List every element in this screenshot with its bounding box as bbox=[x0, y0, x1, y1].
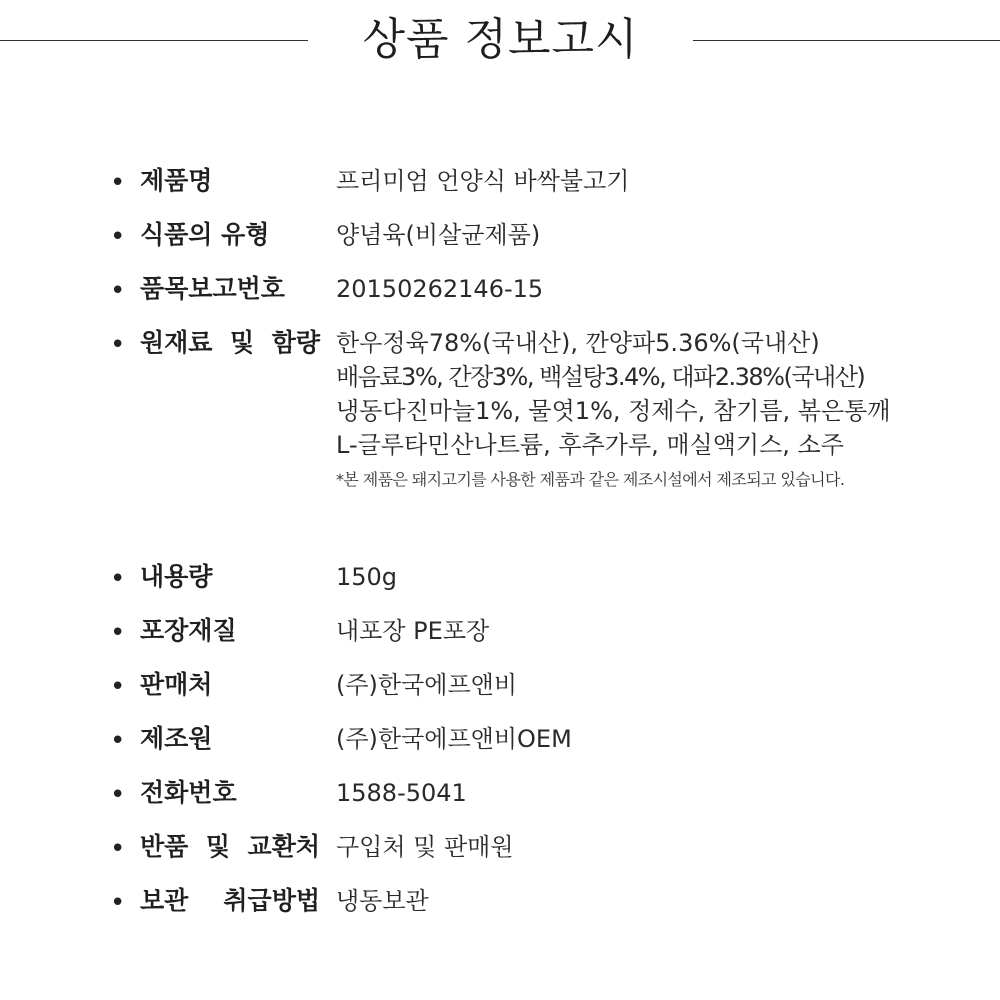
bullet-icon: • bbox=[110, 276, 126, 306]
info-label: 내용량 bbox=[140, 562, 213, 591]
bullet-icon: • bbox=[110, 564, 126, 594]
ingredients-line: 배음료3%, 간장3%, 백설탕3.4%, 대파2.38%(국내산) bbox=[336, 363, 865, 391]
bullet-icon: • bbox=[110, 168, 126, 198]
info-label: 제품명 bbox=[140, 166, 213, 195]
info-label: 식품의 유형 bbox=[140, 220, 270, 249]
bullet-icon: • bbox=[110, 222, 126, 252]
info-value: (주)한국에프앤비OEM bbox=[336, 725, 572, 753]
allergen-note: *본 제품은 돼지고기를 사용한 제품과 같은 제조시설에서 제조되고 있습니다. bbox=[336, 470, 845, 489]
info-value: 프리미엄 언양식 바싹불고기 bbox=[336, 167, 630, 195]
info-label: 제조원 bbox=[140, 724, 213, 753]
info-label: 판매처 bbox=[140, 670, 213, 699]
info-label: 보관 취급방법 bbox=[140, 886, 320, 915]
page-title: 상품 정보고시 bbox=[362, 14, 639, 65]
ingredients-line: 한우정육78%(국내산), 깐양파5.36%(국내산) bbox=[336, 329, 820, 357]
bullet-icon: • bbox=[110, 672, 126, 702]
bullet-icon: • bbox=[110, 834, 126, 864]
info-value: 1588-5041 bbox=[336, 779, 467, 807]
info-label: 포장재질 bbox=[140, 616, 237, 645]
info-value: 150g bbox=[336, 563, 398, 591]
info-label: 원재료 및 함량 bbox=[140, 328, 320, 357]
bullet-icon: • bbox=[110, 618, 126, 648]
info-value-ingredients bbox=[336, 328, 976, 490]
bullet-icon: • bbox=[110, 330, 126, 360]
info-label: 전화번호 bbox=[140, 778, 237, 807]
header bbox=[0, 0, 1000, 80]
info-label: 반품 및 교환처 bbox=[140, 832, 320, 861]
bullet-icon: • bbox=[110, 888, 126, 918]
title-divider-left bbox=[0, 40, 308, 41]
info-value: 내포장 PE포장 bbox=[336, 617, 490, 645]
bullet-icon: • bbox=[110, 726, 126, 756]
info-value: 양념육(비살균제품) bbox=[336, 221, 541, 249]
info-label: 품목보고번호 bbox=[140, 274, 285, 303]
bullet-icon: • bbox=[110, 780, 126, 810]
info-value: (주)한국에프앤비 bbox=[336, 671, 518, 699]
info-value: 냉동보관 bbox=[336, 887, 429, 915]
title-divider-right bbox=[693, 40, 1000, 41]
ingredients-line: L-글루타민산나트륨, 후추가루, 매실액기스, 소주 bbox=[336, 431, 844, 459]
ingredients-line: 냉동다진마늘1%, 물엿1%, 정제수, 참기름, 볶은통깨 bbox=[336, 397, 891, 425]
info-value: 구입처 및 판매원 bbox=[336, 833, 514, 861]
info-value: 20150262146-15 bbox=[336, 275, 544, 303]
